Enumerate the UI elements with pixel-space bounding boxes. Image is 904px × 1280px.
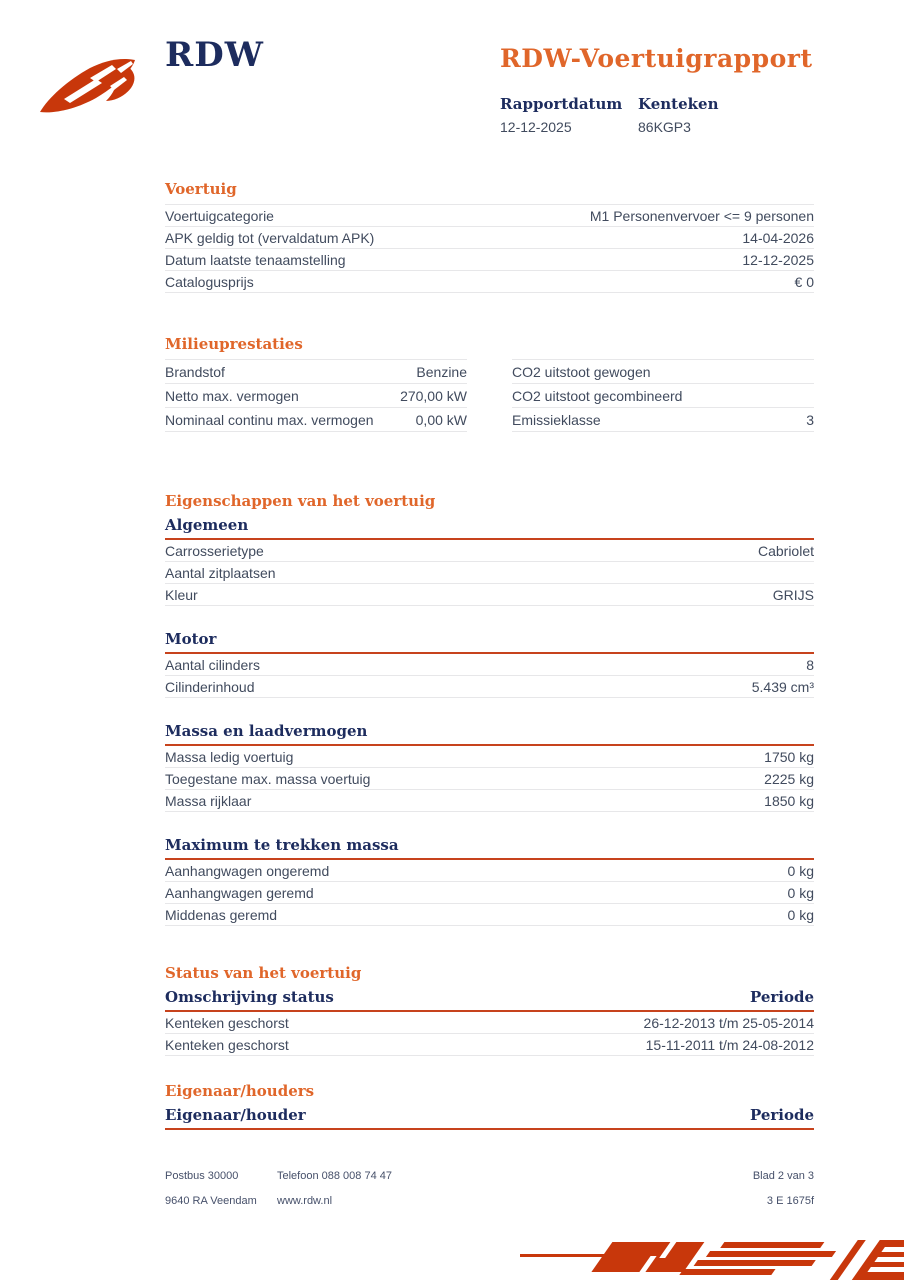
row-value: 5.439 cm³ [751,678,814,695]
table-row [165,383,814,407]
row-label: Brandstof [165,363,225,380]
report-meta [500,95,814,135]
row-label: APK geldig tot (vervaldatum APK) [165,229,375,246]
subsection-title: Motor [165,630,814,654]
row-label: Massa ledig voertuig [165,748,294,765]
massa-table [165,746,814,812]
row-label: Aantal zitplaatsen [165,564,276,581]
subsection-title: Massa en laadvermogen [165,722,814,746]
subsection-title: Algemeen [165,516,814,540]
section-status-title: Status van het voertuig [165,964,362,982]
row-value: € 0 [794,273,814,290]
row-label: Carrosserietype [165,542,264,559]
row-label: Aanhangwagen geremd [165,884,314,901]
report-date-block [500,95,638,135]
motor-table [165,654,814,698]
row-label: Catalogusprijs [165,273,254,290]
row-value: 26-12-2013 t/m 25-05-2014 [643,1014,814,1031]
footer-address-line1: Postbus 30000 [165,1170,239,1182]
table-row [165,583,814,605]
license-plate-label: Kenteken [638,95,719,113]
row-value: 1750 kg [764,748,814,765]
subsection-title: Maximum te trekken massa [165,836,814,860]
row-value: 0 kg [787,862,814,879]
table-row [165,654,814,675]
row-label: Voertuigcategorie [165,207,274,224]
row-label: Kenteken geschorst [165,1036,289,1053]
row-label: Emissieklasse [512,411,601,428]
table-row [165,1033,814,1055]
row-value: 0,00 kW [415,411,467,428]
rdw-logo-text: RDW [165,35,264,75]
section-eigenaar [165,1082,814,1130]
row-label: Aanhangwagen ongeremd [165,862,330,879]
row-label: Middenas geremd [165,906,278,923]
row-label: Datum laatste tenaamstelling [165,251,346,268]
table-row [165,407,814,432]
rdw-stripes-decoration [520,1234,904,1280]
row-value: 3 [806,411,814,428]
eigenaar-table-header [165,1106,814,1130]
table-row [165,767,814,789]
rdw-feather-icon [38,52,153,116]
row-label: Kleur [165,586,198,603]
algemeen-table [165,540,814,606]
row-value: 2225 kg [764,770,814,787]
footer-page-number: Blad 2 van 3 [752,1170,814,1182]
row-label: Aantal cilinders [165,656,260,673]
row-value: 12-12-2025 [742,251,814,268]
row-label: Netto max. vermogen [165,387,299,404]
footer-doc-code: 3 E 1675f [766,1195,814,1207]
section-eigenschappen-title: Eigenschappen van het voertuig [165,492,436,510]
subsection-algemeen [165,516,814,606]
milieu-table [165,359,814,432]
section-voertuig-title: Voertuig [165,180,237,198]
row-value: 0 kg [787,906,814,923]
section-eigenschappen [165,492,814,926]
row-label: Cilinderinhoud [165,678,255,695]
row-label: Kenteken geschorst [165,1014,289,1031]
license-plate-value: 86KGP3 [638,119,691,135]
subsection-massa [165,722,814,812]
row-label: Nominaal continu max. vermogen [165,411,374,428]
table-row [165,248,814,270]
row-label: CO2 uitstoot gecombineerd [512,387,683,404]
table-row [165,540,814,561]
row-label: Massa rijklaar [165,792,252,809]
subsection-motor [165,630,814,698]
section-milieuprestaties [165,335,814,432]
trekken-table [165,860,814,926]
section-eigenaar-title: Eigenaar/houders [165,1082,315,1100]
table-row [165,746,814,767]
table-row [165,903,814,925]
status-table-header [165,988,814,1012]
license-plate-block [638,95,776,135]
table-row [165,204,814,226]
row-value: Benzine [416,363,467,380]
section-milieuprestaties-title: Milieuprestaties [165,335,303,353]
row-value: 0 kg [787,884,814,901]
section-status [165,964,814,1056]
table-row [165,881,814,903]
row-value: 1850 kg [764,792,814,809]
row-value: GRIJS [772,586,814,603]
column-header: Eigenaar/houder [165,1106,306,1124]
table-row [165,270,814,292]
row-value: 270,00 kW [400,387,467,404]
voertuig-table [165,204,814,293]
row-label: Toegestane max. massa voertuig [165,770,371,787]
footer-address-line2: 9640 RA Veendam [165,1195,257,1207]
report-header [500,44,814,135]
subsection-maximum-trekken [165,836,814,926]
report-date-label: Rapportdatum [500,95,623,113]
table-row [165,359,814,383]
row-value: M1 Personenvervoer <= 9 personen [589,207,814,224]
row-value: Cabriolet [757,542,814,559]
table-row [165,675,814,697]
report-content [165,180,814,1130]
column-header: Periode [749,1106,814,1124]
row-value: 14-04-2026 [742,229,814,246]
footer-phone: Telefoon 088 008 74 47 [277,1170,392,1182]
report-title: RDW-Voertuigrapport [500,44,813,73]
table-row [165,226,814,248]
section-voertuig [165,180,814,293]
report-date-value: 12-12-2025 [500,119,572,135]
table-row [165,789,814,811]
row-label: CO2 uitstoot gewogen [512,363,651,380]
table-row [165,860,814,881]
table-row [165,561,814,583]
table-row [165,1012,814,1033]
row-value: 8 [806,656,814,673]
row-value: 15-11-2011 t/m 24-08-2012 [645,1036,814,1053]
status-table [165,1012,814,1056]
column-header: Periode [749,988,814,1006]
footer-website: www.rdw.nl [277,1195,333,1207]
column-header: Omschrijving status [165,988,334,1006]
page-footer [165,1170,814,1220]
